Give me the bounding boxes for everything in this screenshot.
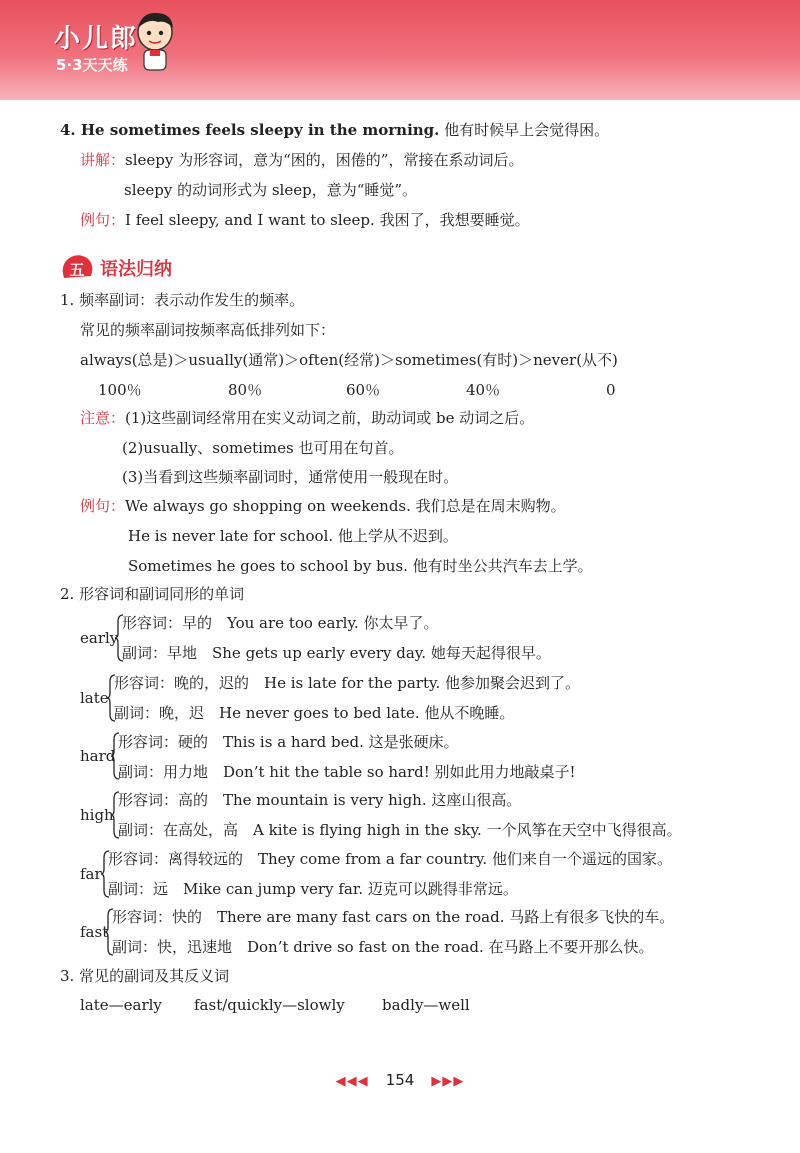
part1-example-label: 例句： <box>80 497 126 515</box>
item4-sentence-en: 4. He sometimes feels sleepy in the morning. <box>60 121 440 139</box>
percent-60: 60％ <box>346 381 381 399</box>
antonym-pair-2: fast/quickly—slowly <box>194 996 345 1014</box>
arrows-right-icon: ▶▶▶ <box>431 1074 465 1089</box>
section-badge-text: 五 <box>69 261 85 279</box>
logo-title: 小儿郎 <box>54 24 139 54</box>
word-high: high <box>80 806 114 824</box>
percent-0: 0 <box>606 381 616 399</box>
example-label: 例句： <box>80 211 126 229</box>
part1-example-1 <box>80 496 566 516</box>
note-label: 注意： <box>80 409 126 427</box>
part2-title: 2. 形容词和副词同形的单词 <box>60 585 245 603</box>
item4-sentence-cn: 他有时候早上会觉得困。 <box>444 121 610 139</box>
word-fast: fast <box>80 923 109 941</box>
page-footer <box>0 1070 800 1089</box>
hard-adv: 副词：用力地 Don’t hit the table so hard! 别如此用力地敲桌子! <box>118 763 576 781</box>
part1-example-text-3: Sometimes he goes to school by bus. 他有时坐公共汽车去上学。 <box>128 557 593 575</box>
far-adv: 副词：远 Mike can jump very far. 迈克可以跳得非常远。 <box>108 880 518 898</box>
part3-title: 3. 常见的副词及其反义词 <box>60 967 230 985</box>
explain-label: 讲解： <box>80 151 126 169</box>
word-late: late <box>80 689 109 707</box>
hard-adj: 形容词：硬的 This is a hard bed. 这是张硬床。 <box>118 733 459 751</box>
percent-80: 80％ <box>228 381 263 399</box>
note-1 <box>80 408 534 428</box>
antonym-pair-1: late—early <box>80 996 162 1014</box>
note-text-2: (2)usually、sometimes 也可用在句首。 <box>122 439 404 457</box>
part1-example-text-2: He is never late for school. 他上学从不迟到。 <box>128 527 458 545</box>
item4-sentence <box>60 120 609 140</box>
part1-example-text-1: We always go shopping on weekends. 我们总是在周末购物。 <box>125 497 566 515</box>
header-banner <box>0 0 800 100</box>
frequency-ranking: always(总是)＞usually(通常)＞often(经常)＞sometimes(有时)＞never(从不) <box>80 351 618 369</box>
note-text-1: (1)这些副词经常用在实义动词之前，助动词或 be 动词之后。 <box>125 409 535 427</box>
section-badge-icon <box>60 254 94 280</box>
mascot-icon <box>132 10 178 72</box>
note-text-3: (3)当看到这些频率副词时，通常使用一般现在时。 <box>122 468 459 486</box>
word-early: early <box>80 629 119 647</box>
part1-intro: 常见的频率副词按频率高低排列如下： <box>80 321 336 339</box>
example-text: I feel sleepy, and I want to sleep. 我困了，我想要睡觉。 <box>125 211 530 229</box>
fast-adj: 形容词：快的 There are many fast cars on the road. 马路上有很多飞快的车。 <box>112 908 675 926</box>
high-adv: 副词：在高处，高 A kite is flying high in the sky. 一个风筝在天空中飞得很高。 <box>118 821 682 839</box>
late-adj: 形容词：晚的，迟的 He is late for the party. 他参加聚会迟到了。 <box>114 674 581 692</box>
part1-title: 1. 频率副词：表示动作发生的频率。 <box>60 291 305 309</box>
early-adj: 形容词：早的 You are too early. 你太早了。 <box>122 614 439 632</box>
arrows-left-icon: ◀◀◀ <box>335 1074 369 1089</box>
explain-text-1: sleepy 为形容词，意为“困的，困倦的”，常接在系动词后。 <box>125 151 524 169</box>
late-adv: 副词：晚，迟 He never goes to bed late. 他从不晚睡。 <box>114 704 515 722</box>
page-number: 154 <box>385 1071 415 1089</box>
explain-text-2: sleepy 的动词形式为 sleep，意为“睡觉”。 <box>124 181 418 199</box>
section-title: 语法归纳 <box>100 259 172 280</box>
antonym-pair-3: badly—well <box>382 996 470 1014</box>
item4-example <box>80 210 530 230</box>
far-adj: 形容词：离得较远的 They come from a far country. 他们来自一个遥远的国家。 <box>108 850 672 868</box>
logo-subtitle: 5·3天天练 <box>56 56 128 74</box>
word-far: far <box>80 865 102 883</box>
item4-explain <box>80 150 523 170</box>
high-adj: 形容词：高的 The mountain is very high. 这座山很高。 <box>118 791 522 809</box>
percent-40: 40％ <box>466 381 501 399</box>
percent-100: 100％ <box>98 381 142 399</box>
fast-adv: 副词：快，迅速地 Don’t drive so fast on the road. 在马路上不要开那么快。 <box>112 938 654 956</box>
word-hard: hard <box>80 747 116 765</box>
early-adv: 副词：早地 She gets up early every day. 她每天起得很早。 <box>122 644 551 662</box>
